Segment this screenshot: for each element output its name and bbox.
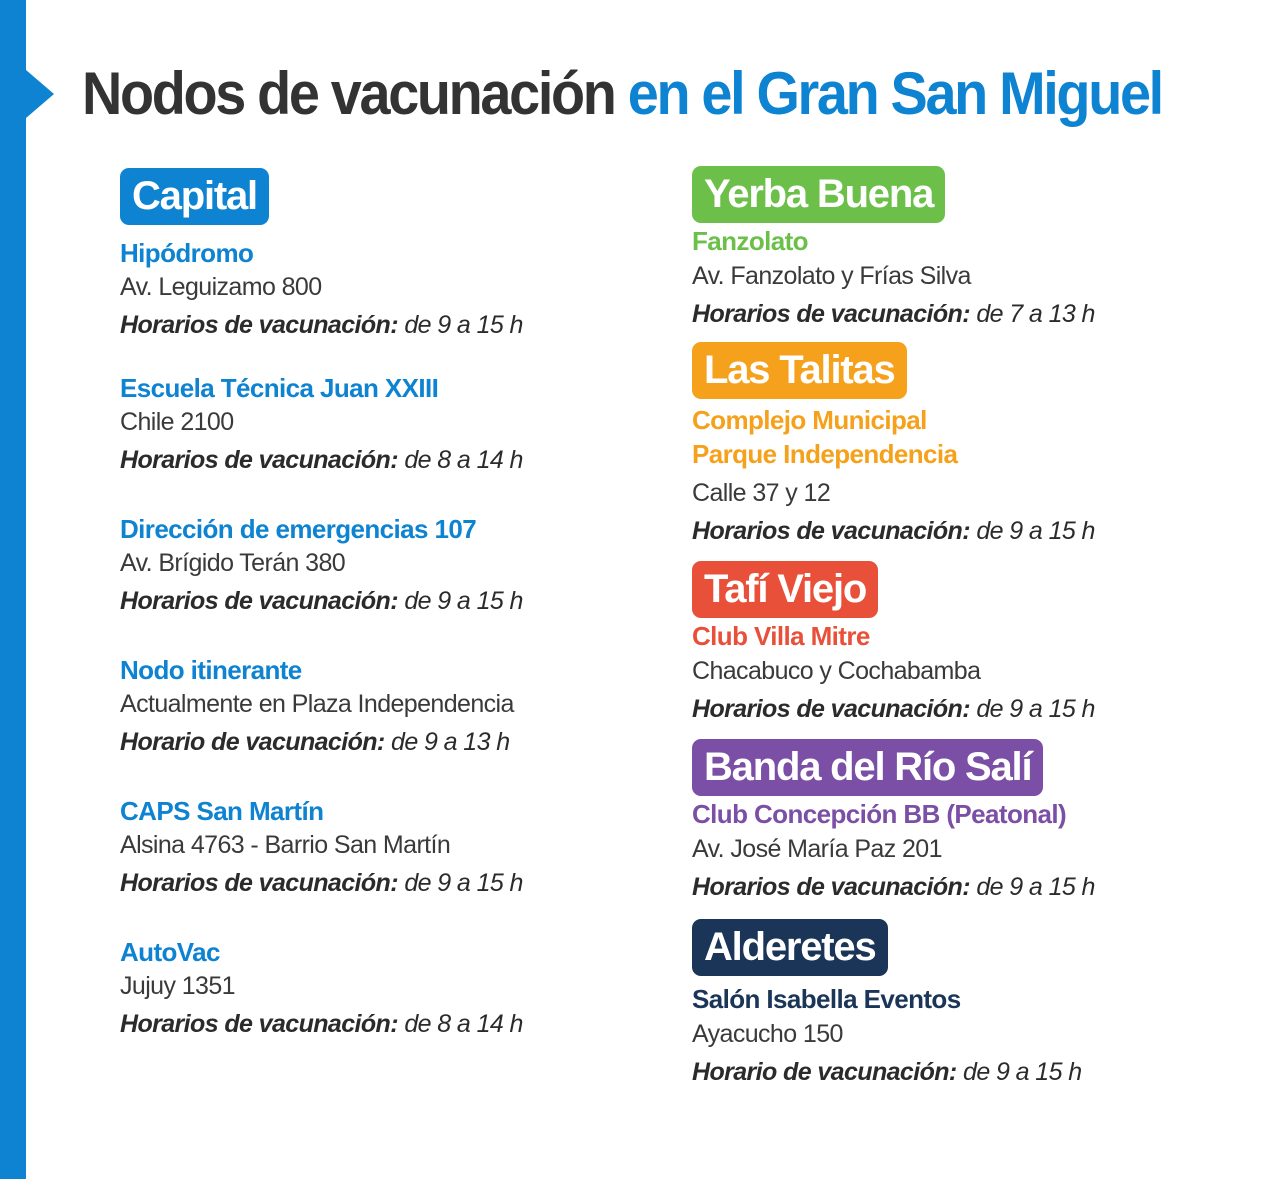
yerba-buena-section xyxy=(692,166,1262,334)
alderetes-badge: Alderetes xyxy=(692,919,888,976)
entry-name: Club Concepción BB (Peatonal) xyxy=(692,799,1067,829)
entry-name: Nodo itinerante xyxy=(120,655,302,685)
entry-hours xyxy=(120,863,660,903)
capital-column xyxy=(120,168,660,1044)
entry-name: Fanzolato xyxy=(692,226,808,256)
entry-address: Chacabuco y Cochabamba xyxy=(692,657,981,685)
hours-label: Horarios de vacunación: xyxy=(692,873,970,901)
hours-value: de 8 a 14 h xyxy=(404,446,523,474)
banda-del-rio-sali-section xyxy=(692,739,1262,907)
entry-hours xyxy=(120,1004,660,1044)
entry-address: Av. Leguizamo 800 xyxy=(120,273,322,301)
entry-name: Escuela Técnica Juan XXIII xyxy=(120,373,439,403)
alderetes-section xyxy=(692,919,1262,1092)
entry-name: Club Villa Mitre xyxy=(692,621,870,651)
hours-label: Horarios de vacunación: xyxy=(120,587,398,615)
entry-hours xyxy=(692,511,1262,551)
hours-value: de 9 a 15 h xyxy=(976,873,1095,901)
hours-label: Horarios de vacunación: xyxy=(120,1010,398,1038)
entry-hours xyxy=(120,440,660,480)
left-accent-bar xyxy=(0,0,26,1179)
hours-label: Horarios de vacunación: xyxy=(120,446,398,474)
entry-hours xyxy=(692,1052,1262,1092)
entry-address: Av. Fanzolato y Frías Silva xyxy=(692,262,971,290)
hours-label: Horario de vacunación: xyxy=(692,1058,957,1086)
hours-value: de 9 a 15 h xyxy=(976,517,1095,545)
capital-entry-2 xyxy=(120,371,660,480)
entry-address: Actualmente en Plaza Independencia xyxy=(120,690,514,718)
tafi-viejo-badge: Tafí Viejo xyxy=(692,561,878,618)
entry-name: Dirección de emergencias 107 xyxy=(120,514,477,544)
las-talitas-badge: Las Talitas xyxy=(692,342,907,399)
page-title xyxy=(82,52,1162,136)
title-part-2: en el Gran San Miguel xyxy=(627,60,1162,127)
hours-value: de 7 a 13 h xyxy=(976,300,1095,328)
capital-entry-6 xyxy=(120,935,660,1044)
entry-address: Av. José María Paz 201 xyxy=(692,835,942,863)
capital-entry-4 xyxy=(120,653,660,762)
entry-hours xyxy=(120,722,660,762)
banda-del-rio-sali-badge: Banda del Río Salí xyxy=(692,739,1043,796)
entry-address: Chile 2100 xyxy=(120,408,234,436)
capital-entry-1 xyxy=(120,236,660,345)
capital-badge: Capital xyxy=(120,168,269,225)
entry-address: Alsina 4763 - Barrio San Martín xyxy=(120,831,451,859)
hours-value: de 9 a 15 h xyxy=(404,869,523,897)
hours-label: Horarios de vacunación: xyxy=(692,517,970,545)
entry-address: Ayacucho 150 xyxy=(692,1020,843,1048)
hours-value: de 9 a 15 h xyxy=(976,695,1095,723)
entry-hours xyxy=(692,867,1262,907)
other-localities-column xyxy=(692,166,1262,1092)
entry-address: Jujuy 1351 xyxy=(120,972,235,1000)
entry-address: Calle 37 y 12 xyxy=(692,479,831,507)
hours-label: Horarios de vacunación: xyxy=(120,311,398,339)
hours-label: Horarios de vacunación: xyxy=(692,695,970,723)
entry-name: AutoVac xyxy=(120,937,220,967)
entry-name-line-2: Parque Independencia xyxy=(692,439,958,469)
entry-hours xyxy=(120,581,660,621)
hours-value: de 8 a 14 h xyxy=(404,1010,523,1038)
entry-name: Salón Isabella Eventos xyxy=(692,984,961,1014)
hours-label: Horarios de vacunación: xyxy=(120,869,398,897)
title-part-1: Nodos de vacunación xyxy=(82,60,615,127)
entry-address: Av. Brígido Terán 380 xyxy=(120,549,346,577)
entry-name-line-1: Complejo Municipal xyxy=(692,405,927,435)
arrow-marker-icon xyxy=(26,70,54,118)
hours-label: Horario de vacunación: xyxy=(120,728,385,756)
tafi-viejo-section xyxy=(692,561,1262,729)
hours-value: de 9 a 13 h xyxy=(391,728,510,756)
entry-hours xyxy=(692,689,1262,729)
entry-name: Hipódromo xyxy=(120,238,254,268)
entry-hours xyxy=(120,305,660,345)
hours-value: de 9 a 15 h xyxy=(404,587,523,615)
hours-value: de 9 a 15 h xyxy=(963,1058,1082,1086)
yerba-buena-badge: Yerba Buena xyxy=(692,166,945,223)
las-talitas-section xyxy=(692,342,1262,551)
capital-entry-3 xyxy=(120,512,660,621)
capital-entry-5 xyxy=(120,794,660,903)
hours-label: Horarios de vacunación: xyxy=(692,300,970,328)
entry-name: CAPS San Martín xyxy=(120,796,324,826)
entry-hours xyxy=(692,294,1262,334)
hours-value: de 9 a 15 h xyxy=(404,311,523,339)
